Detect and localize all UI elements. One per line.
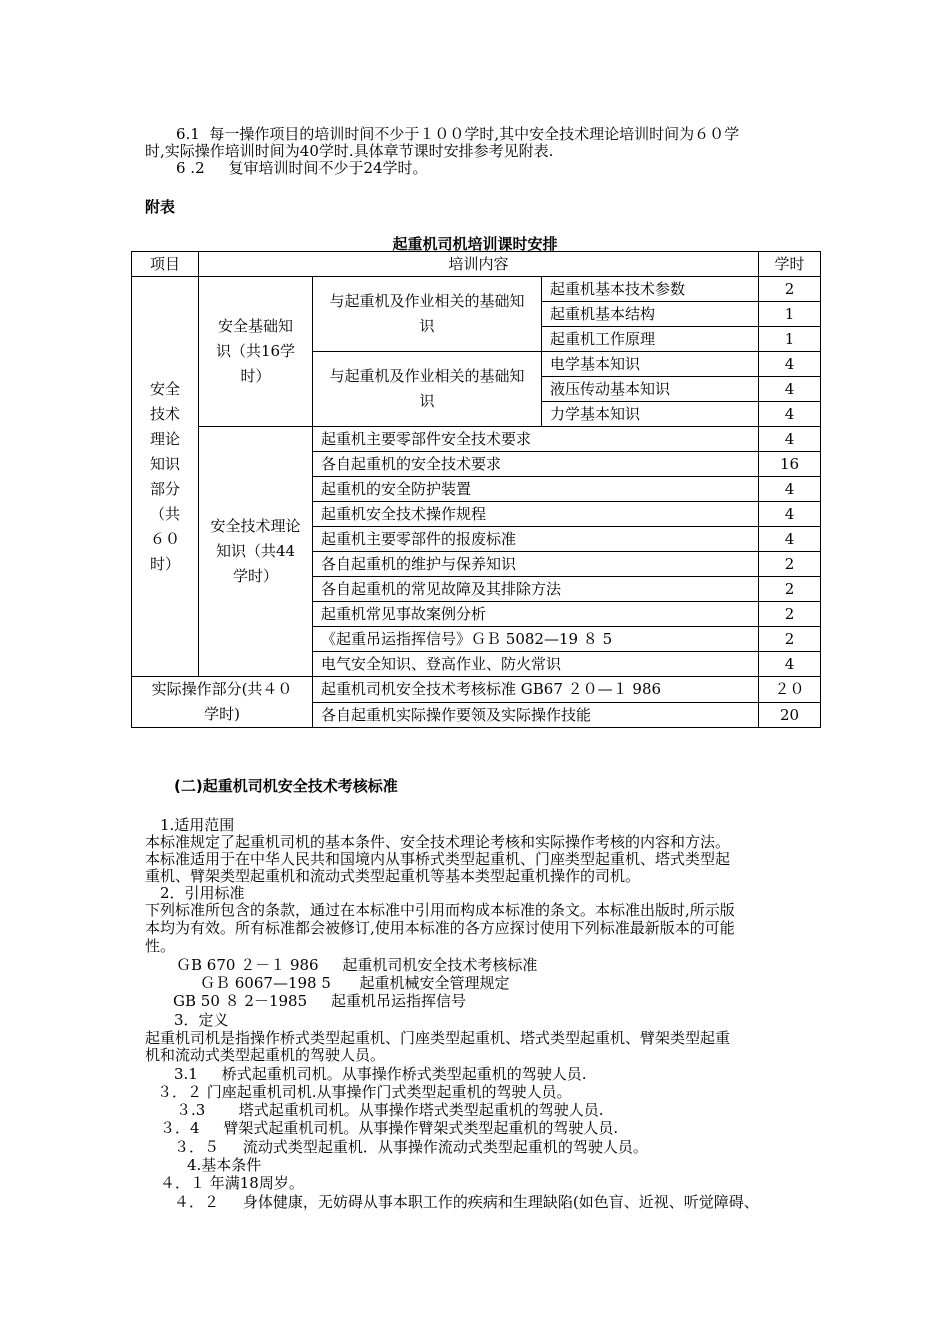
table-cell-hours: 2: [759, 577, 821, 602]
definition-4: ３．4 臂架式起重机司机。从事操作臂架式类型起重机的驾驶人员.: [160, 1119, 619, 1137]
table-cell-item: 起重机的安全防护装置: [313, 477, 759, 502]
category-b: 与起重机及作业相关的基础知识: [313, 352, 542, 427]
table-cell-item: 各自起重机的维护与保养知识: [313, 552, 759, 577]
intro-paragraph-2: 6 .2 复审培训时间不少于24学时。: [176, 159, 428, 177]
section-heading: (二)起重机司机安全技术考核标准: [174, 777, 398, 795]
condition-1: ４．１ 年满18周岁。: [160, 1174, 304, 1192]
section-1-para-1: 本标准规定了起重机司机的基本条件、安全技术理论考核和实际操作考核的内容和方法。: [145, 833, 731, 851]
table-header-row: [132, 252, 821, 277]
table-cell-item: 各自起重机的常见故障及其排除方法: [313, 577, 759, 602]
subgroup-basic: 安全基础知识（共16学时）: [199, 277, 313, 427]
table-row: [132, 677, 821, 703]
section-2-title: 2．引用标准: [160, 884, 245, 902]
table-cell-hours: 4: [759, 477, 821, 502]
table-cell-hours: 4: [759, 402, 821, 427]
header-project: 项目: [132, 252, 199, 277]
section-4-title: 4.基本条件: [187, 1156, 262, 1174]
section-2-para-a: 下列标准所包含的条款，通过在本标准中引用而构成本标准的条文。本标准出版时,所示版: [145, 901, 735, 919]
table-cell-item: 各自起重机实际操作要领及实际操作技能: [313, 702, 759, 728]
table-cell-item: 起重机主要零部件的报废标准: [313, 527, 759, 552]
table-cell-hours: 2: [759, 277, 821, 302]
definition-2: ３．２ 门座起重机司机.从事操作门式类型起重机的驾驶人员。: [157, 1083, 572, 1101]
section-1-para-2b: 重机、臂架类型起重机和流动式类型起重机等基本类型起重机操作的司机。: [145, 867, 641, 885]
table-cell-item: 起重机基本技术参数: [542, 277, 759, 302]
intro-paragraph-1a: 6.1 每一操作项目的培训时间不少于１００学时,其中安全技术理论培训时间为６０学: [176, 125, 740, 143]
header-hours: 学时: [759, 252, 821, 277]
section-1-para-2a: 本标准适用于在中华人民共和国境内从事桥式类型起重机、门座类型起重机、塔式类型起: [145, 850, 731, 868]
reference-1: ＧB 670 ２－１ 986 起重机司机安全技术考核标准: [176, 956, 538, 974]
definition-5: ３．５ 流动式类型起重机．从事操作流动式类型起重机的驾驶人员。: [174, 1138, 648, 1156]
table-cell-item: 力学基本知识: [542, 402, 759, 427]
table-cell-item: 《起重吊运指挥信号》ＧＢ 5082—19 ８ 5: [313, 627, 759, 652]
schedule-table: [131, 251, 821, 728]
table-cell-hours: 1: [759, 302, 821, 327]
condition-2: ４．２ 身体健康，无妨碍从事本职工作的疾病和生理缺陷(如色盲、近视、听觉障碍、: [174, 1193, 759, 1211]
section-3-para-b: 机和流动式类型起重机的驾驶人员。: [145, 1046, 386, 1064]
group-theory: 安全技术理论知识部分（共６０时）: [132, 277, 199, 677]
table-cell-item: 起重机主要零部件安全技术要求: [313, 427, 759, 452]
table-cell-item: 起重机工作原理: [542, 327, 759, 352]
table-cell-hours: 20: [759, 702, 821, 728]
table-cell-item: 电气安全知识、登高作业、防火常识: [313, 652, 759, 677]
subgroup-theory: 安全技术理论知识（共44学时）: [199, 427, 313, 677]
definition-3: ３.3 塔式起重机司机。从事操作塔式类型起重机的驾驶人员.: [176, 1101, 604, 1119]
appendix-label: 附表: [145, 198, 176, 216]
table-cell-hours: 4: [759, 352, 821, 377]
section-2-para-b: 本均为有效。所有标准都会被修订,使用本标准的各方应探讨使用下列标准最新版本的可能: [145, 919, 735, 937]
intro-paragraph-1b: 时,实际操作培训时间为40学时.具体章节课时安排参考见附表.: [145, 142, 554, 160]
section-1-title: 1.适用范围: [160, 816, 235, 834]
table-caption: 起重机司机培训课时安排: [392, 235, 558, 253]
table-cell-hours: 16: [759, 452, 821, 477]
header-content: 培训内容: [199, 252, 759, 277]
table-cell-hours: 4: [759, 377, 821, 402]
table-cell-item: 电学基本知识: [542, 352, 759, 377]
category-a: 与起重机及作业相关的基础知识: [313, 277, 542, 352]
table-cell-item: 各自起重机的安全技术要求: [313, 452, 759, 477]
table-row: [132, 277, 821, 302]
table-cell-item: 起重机安全技术操作规程: [313, 502, 759, 527]
reference-2: ＧＢ 6067—198 5 起重机械安全管理规定: [200, 974, 510, 992]
table-cell-item: 起重机司机安全技术考核标准 GB67 ２０—１ 986: [313, 677, 759, 703]
section-2-para-c: 性。: [145, 937, 176, 955]
definition-1: 3.1 桥式起重机司机。从事操作桥式类型起重机的驾驶人员.: [174, 1065, 587, 1083]
table-cell-hours: 4: [759, 427, 821, 452]
table-cell-hours: 4: [759, 652, 821, 677]
table-cell-hours: 1: [759, 327, 821, 352]
table-cell-hours: 2: [759, 602, 821, 627]
table-cell-item: 起重机常见事故案例分析: [313, 602, 759, 627]
table-cell-hours: ２０: [759, 677, 821, 703]
table-cell-hours: 2: [759, 627, 821, 652]
group-practice: 实际操作部分(共４０学时): [132, 677, 313, 728]
section-3-title: 3．定义: [174, 1011, 229, 1029]
reference-3: GB 50 ８ 2－1985 起重机吊运指挥信号: [173, 992, 466, 1010]
section-3-para-a: 起重机司机是指操作桥式类型起重机、门座类型起重机、塔式类型起重机、臂架类型起重: [145, 1029, 731, 1047]
table-row: [132, 427, 821, 452]
table-cell-hours: 4: [759, 527, 821, 552]
table-cell-item: 起重机基本结构: [542, 302, 759, 327]
table-cell-hours: 4: [759, 502, 821, 527]
table-cell-hours: 2: [759, 552, 821, 577]
table-cell-item: 液压传动基本知识: [542, 377, 759, 402]
